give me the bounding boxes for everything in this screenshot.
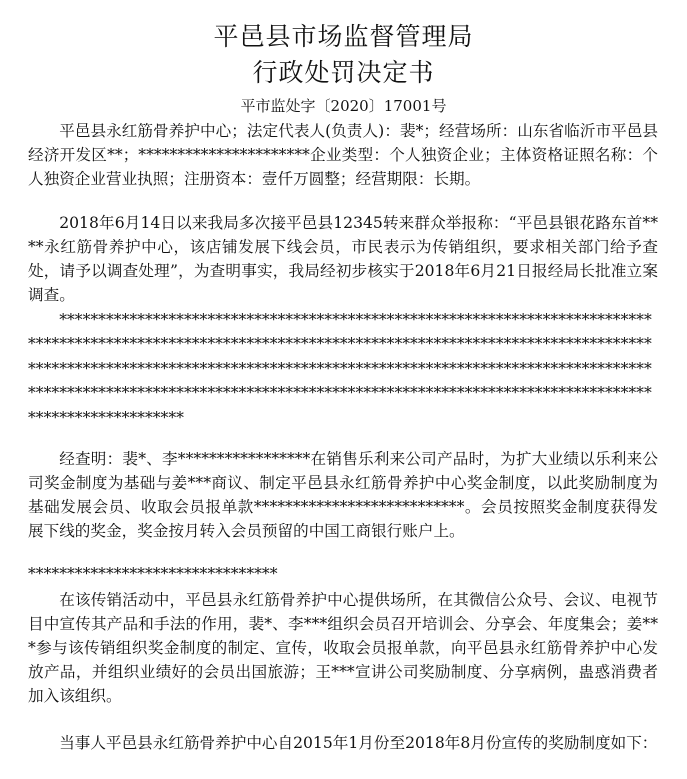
document-number: 平市监处字〔2020〕17001号 [240,97,447,115]
party-info-paragraph: 平邑县永红筋骨养护中心；法定代表人(负责人)：裴*；经营场所：山东省临沂市平邑县经济开发区**；**********************企业类型：个人独资企业；主体资格证照名称：个人独资企业营业执照；注册资本：壹仟万圆整；经营期限：长期。 [28,122,658,188]
redacted-paragraph: ************************************************************************************************************************************************************************************************************************************************************************************************************************************************ [28,311,652,427]
activities-paragraph: 在该传销活动中，平邑县永红筋骨养护中心提供场所，在其微信公众号、会议、电视节目中宣传其产品和手法的作用，裴*、李***组织会员召开培训会、分享会、年度集会；姜***参与该传销组织奖金制度的制定、宣传，收取会员报单款，向平邑县永红筋骨养护中心发放产品，并组织业绩好的会员出国旅游；王***宣讲公司奖励制度、分享病例，蛊惑消费者加入该组织。 [28,591,658,705]
agency-title: 平邑县市场监督管理局 [213,22,474,51]
document-type-title: 行政处罚决定书 [252,58,435,87]
redacted-line: ******************************** [28,565,278,583]
findings-paragraph: 经查明：裴*、李*****************在销售乐利来公司产品时，为扩大业绩以乐利来公司奖金制度为基础与姜***商议、制定平邑县永红筋骨养护中心奖金制度，以此奖励制度为基础发展会员、收取会员报单款***************************。会员按照奖金制度获得发展下线的奖金，奖金按月转入会员预留的中国工商银行账户上。 [28,450,658,540]
reward-system-intro-paragraph: 当事人平邑县永红筋骨养护中心自2015年1月份至2018年8月份宣传的奖励制度如下： [59,734,658,752]
complaint-paragraph: 2018年6月14日以来我局多次接平邑县12345转来群众举报称：“平邑县银花路东首****永红筋骨养护中心，该店铺发展下线会员，市民表示为传销组织，要求相关部门给予查处，请予以调查处理”，为查明事实，我局经初步核实于2018年6月21日报经局长批准立案调查。 [28,214,658,304]
